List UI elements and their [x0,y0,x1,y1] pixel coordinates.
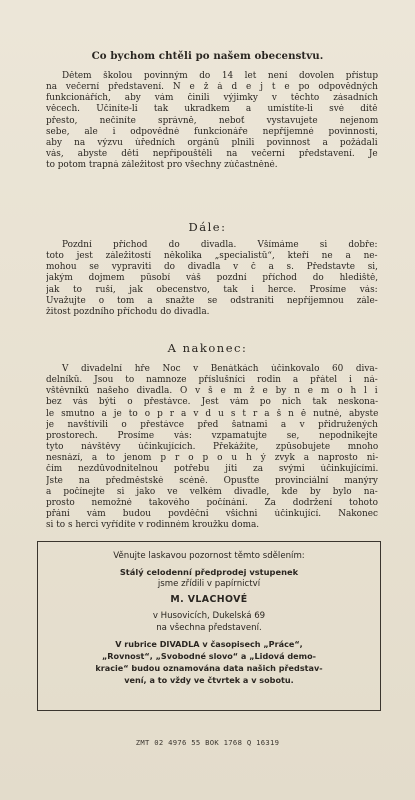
print-code: ZMT 02 4976 55 BOK 1768 Q 16319 [135,738,280,747]
text-line: vás, abyste děti nepřipouštěli na večerní představení. Je [46,149,378,160]
notice-address: v Husovicích, Dukelská 69 [152,611,266,621]
text-line: čím nezdůvodnitelnou potřebu jíti za svými účinkujícími. [46,464,378,475]
notice-rubric: V rubrice DIVADLA v časopisech „Práce“, [115,639,303,649]
notice-newspapers: „Rovnost“, „Svobodné slovo“ a „Lidová demo- [101,651,316,661]
text-line: Pozdní příchod do divadla. Všímáme si dobře: [62,240,378,250]
notice-box [37,541,381,711]
text-line: si to s herci vyřídíte v rodinném kroužku doma. [46,520,260,531]
text-line: to potom trapná záležitost pro všechny zúčastněné. [46,160,278,171]
text-line: nesnází, a to jenom p r o p o u h ý zvyk a naprosto ni- [46,453,378,464]
section-backstage-visits [46,364,378,531]
text-line: přání vám budou povděčni všichni účinkující. Nakonec [46,509,378,520]
section-heading-nakonec: A nakonec: [167,341,248,355]
notice-intro: Věnujte laskavou pozornost těmto sdělením: [113,551,305,561]
text-line: Uvažujte o tom a snažte se odstraniti nepříjemnou zále- [46,295,378,306]
text-line: V divadelní hře Noc v Benátkách účinkovalo 60 diva- [62,364,378,374]
text-line: toto jest záležitostí několika „specialistů“, kteří ne a ne- [46,251,378,262]
text-line: Jste na předměstské scéně. Opusťte provinciální manýry [46,475,378,486]
text-line: je navštívili o přestávce před šatnami a v přidružených [46,419,378,430]
text-line: delníků. Jsou to namnoze příslušníci rodin a přátel i ná- [46,375,378,386]
text-line: aby na výzvu úředních orgánů plnili povinnost a požádali [46,137,378,148]
section-late-arrival [46,240,378,318]
section-heading-dale: Dále: [188,220,227,234]
text-line: a počínejte si jako ve velkém divadle, kde by bylo na- [46,486,378,497]
text-line: Dětem školou povinným do 14 let není dovolen přístup [62,71,378,81]
text-line: jakým dojmem působí váš pozdní příchod do hlediště, [46,273,378,284]
text-line: le smutno a je to o p r a v d u s t r a š n ě nutné, abyste [46,408,378,419]
notice-stationery: jsme zřídili v papírnictví [157,579,261,589]
notice-all-shows: na všechna představení. [156,623,262,633]
text-line: vštěvníků našeho divadla. O v š e m ž e by n e m o h l i [46,386,378,397]
text-line: přesto, nečiníte správně, neboť vystavujete nejenom [46,115,378,126]
section-children-notice [46,71,378,171]
text-line: prosto nemožné takového počínání. Za dodržení tohoto [46,497,378,508]
text-line: věcech. Učiníte-li tak ukradkem a umístíte-li své dítě [46,104,378,115]
text-line: funkcionářích, aby vám činili výjimky v těchto zásadních [46,93,378,104]
text-line: tyto návštěvy účinkujících. Překážíte, způsobujete mnoho [46,442,378,453]
notice-presale: Stálý celodenní předprodej vstupenek [119,567,299,577]
notice-days: vení, a to vždy ve čtvrtek a v sobotu. [124,675,294,685]
text-line: sebe, ale i odpovědné funkcionáře nepříjemné povinnosti, [46,126,378,137]
text-line: žitost pozdního příchodu do divadla. [46,306,210,317]
notice-dates: kracie“ budou oznamována data našich představ- [95,663,323,673]
text-line: mohou se vypraviti do divadla v č a s. Představte si, [46,262,378,273]
text-line: na večerní představení. N e ž á d e j t e po odpovědných [46,82,378,93]
page-title: Co bychom chtěli po našem obecenstvu. [91,50,324,62]
text-line: prostorech. Prosíme vás: vzpamatujte se, nepodnikejte [46,430,378,441]
text-line: bez vás býti o přestávce. Jest vám po nich tak neskona- [46,397,378,408]
text-line: jak to ruší, jak obecenstvo, tak i herce. Prosíme vás: [46,284,378,295]
notice-shop-name: M. VLACHOVÉ [170,594,248,605]
